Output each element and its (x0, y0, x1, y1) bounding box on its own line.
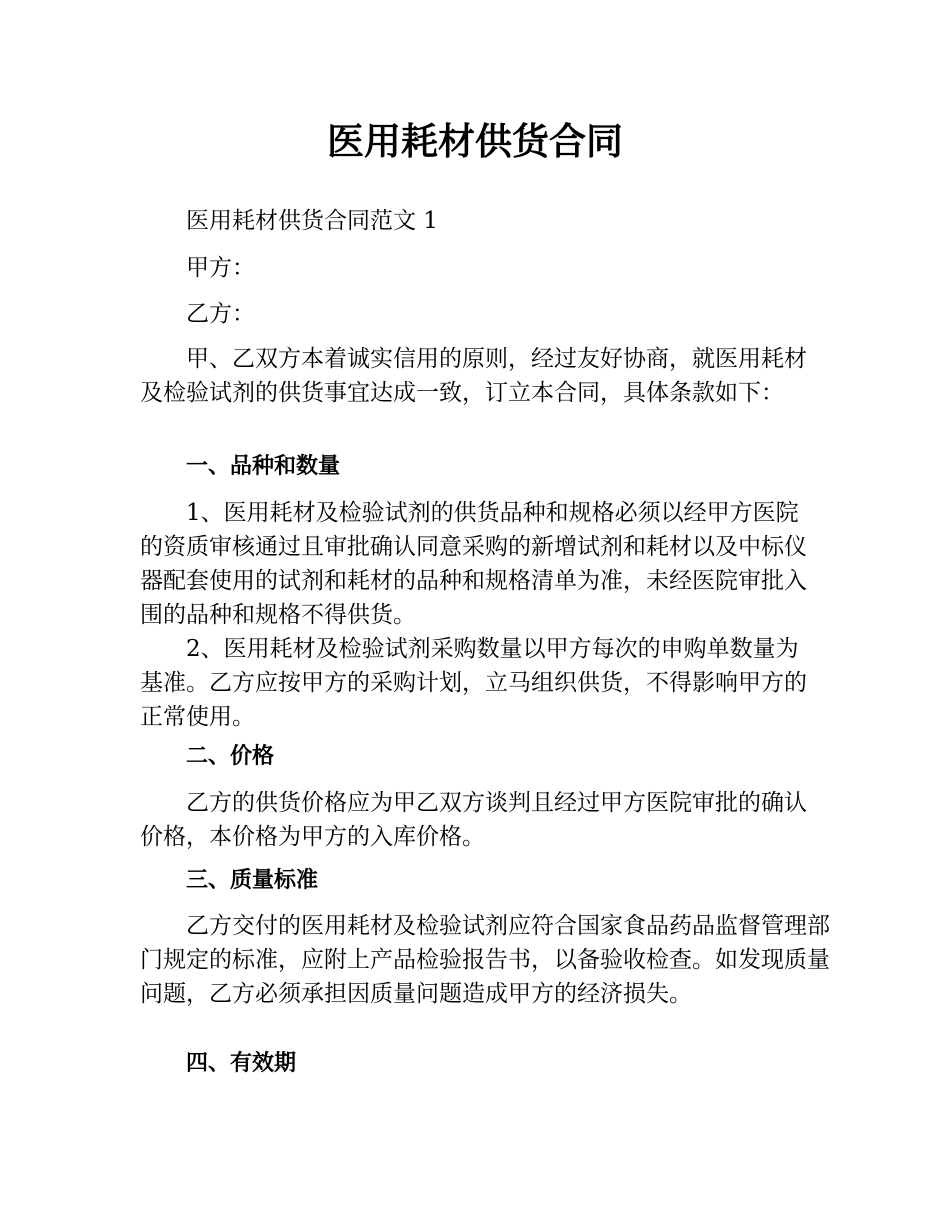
party-b-label: 乙方： (186, 301, 255, 327)
section-heading-3: 三、质量标准 (186, 868, 319, 893)
section-heading-4: 四、有效期 (186, 1051, 297, 1076)
document-subtitle: 医用耗材供货合同范文 1 (186, 208, 438, 234)
section-heading-1: 一、品种和数量 (186, 454, 341, 479)
section-3-paragraph-1: 乙方交付的医用耗材及检验试剂应符合国家食品药品监督管理部门规定的标准，应附上产品检验报告书，以备验收检查。如发现质量问题，乙方必须承担因质量问题造成甲方的经济损失。 (140, 913, 830, 1007)
section-1-paragraph-1: 1、医用耗材及检验试剂的供货品种和规格必须以经甲方医院的资质审核通过且审批确认同意采购的新增试剂和耗材以及中标仪器配套使用的试剂和耗材的品种和规格清单为准，未经医院审批入围的品种和规格不得供货。 (140, 500, 807, 628)
section-1-paragraph-2: 2、医用耗材及检验试剂采购数量以甲方每次的申购单数量为基准。乙方应按甲方的采购计划，立马组织供货，不得影响甲方的正常使用。 (140, 636, 807, 730)
party-a-label: 甲方： (186, 255, 255, 281)
document-title: 医用耗材供货合同 (327, 120, 623, 163)
section-2-paragraph-1: 乙方的供货价格应为甲乙双方谈判且经过甲方医院审批的确认价格，本价格为甲方的入库价格。 (140, 790, 807, 850)
intro-paragraph: 甲、乙双方本着诚实信用的原则，经过友好协商，就医用耗材及检验试剂的供货事宜达成一致，订立本合同，具体条款如下： (140, 346, 807, 406)
section-heading-2: 二、价格 (186, 744, 275, 769)
